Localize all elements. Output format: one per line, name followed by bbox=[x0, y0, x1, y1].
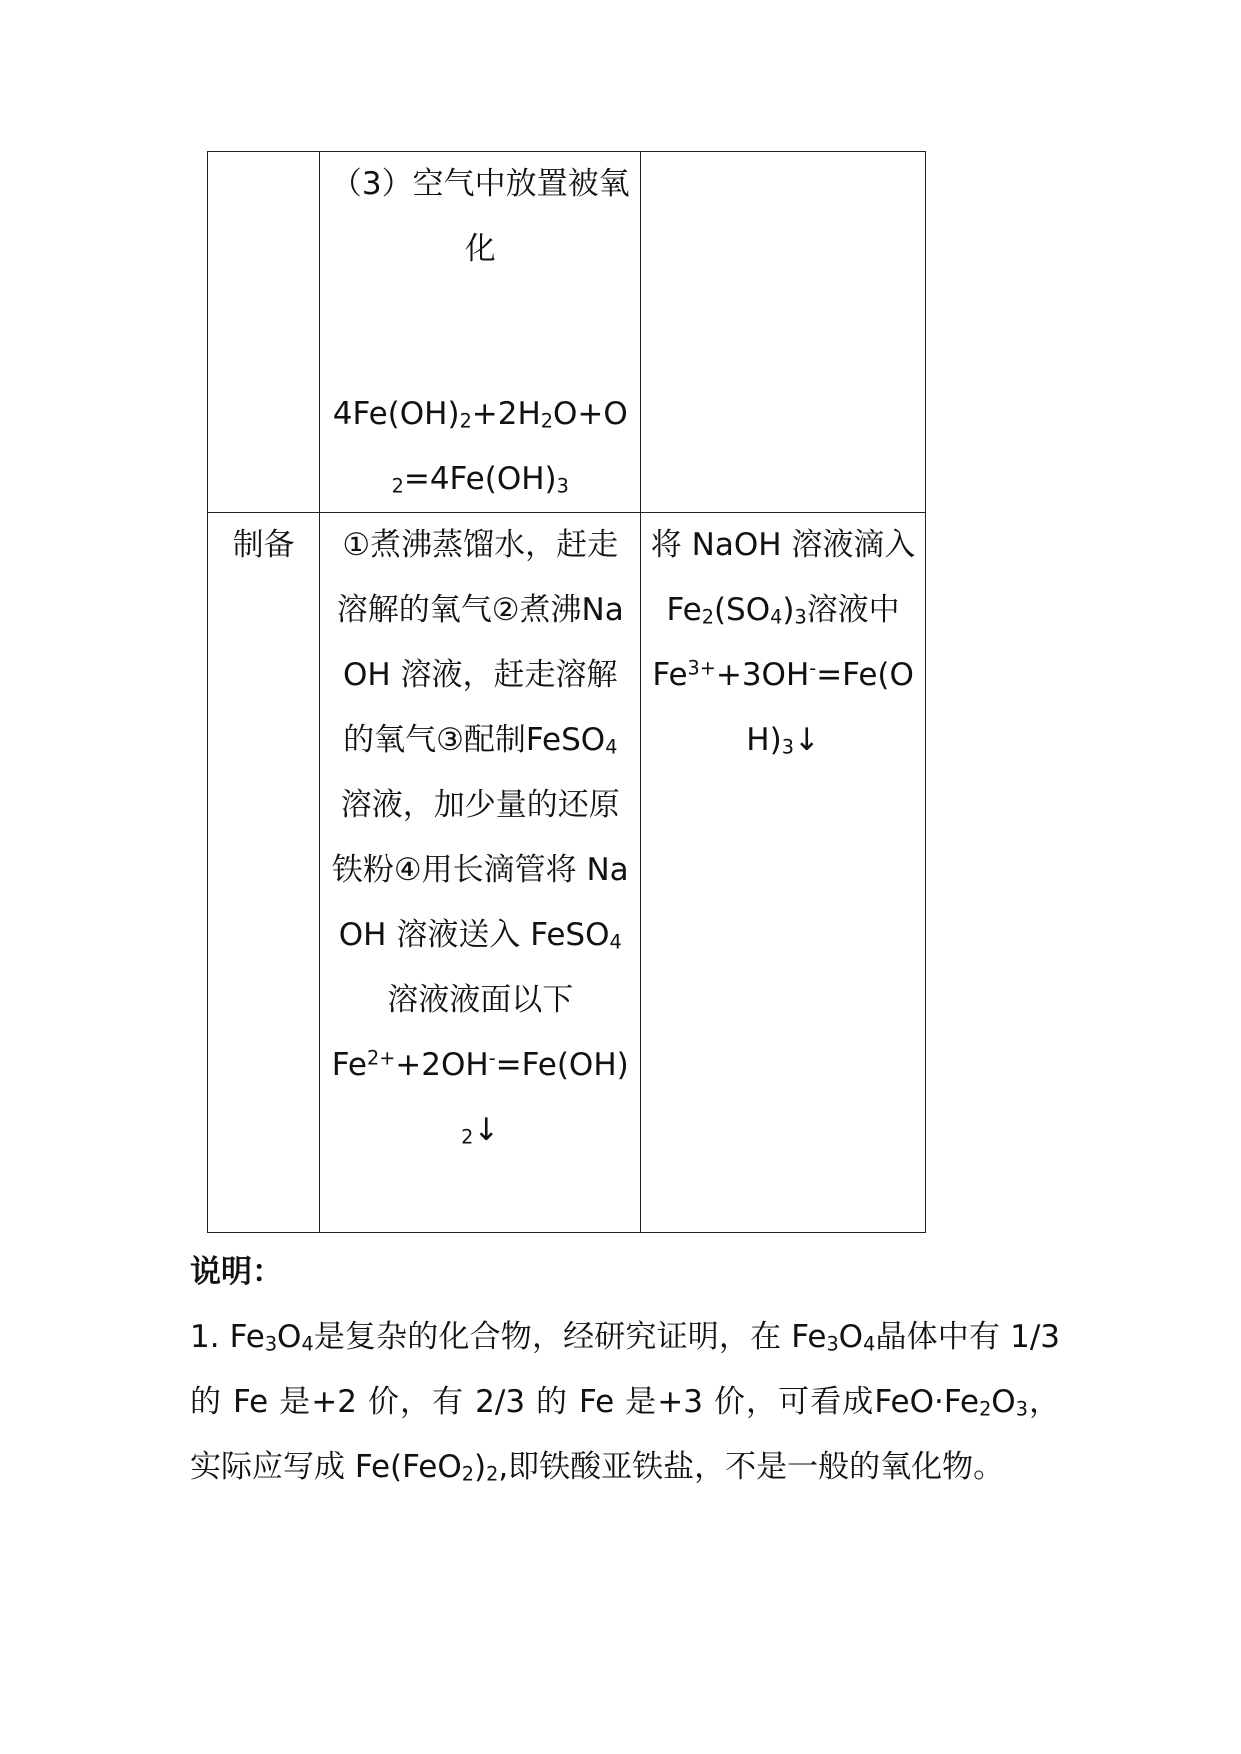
row-label-preparation: 制备 bbox=[208, 513, 320, 1233]
row-label-cell bbox=[208, 152, 320, 513]
notes-section bbox=[190, 1240, 1060, 1500]
fe-oh3-oxidation-cell bbox=[641, 152, 926, 513]
fe-oh3-preparation-cell bbox=[641, 513, 926, 1233]
table-row-preparation bbox=[208, 513, 926, 1233]
fe-oh2-preparation-steps: ①煮沸蒸馏水，赶走溶解的氧气②煮沸NaOH 溶液，赶走溶解的氧气③配制FeSO$_4$溶液，加少量的还原铁粉④用长滴管将 NaOH 溶液送入 FeSO$_4$溶液液面以下 bbox=[331, 527, 629, 1018]
properties-table bbox=[207, 151, 926, 1233]
table-row-oxidation bbox=[208, 152, 926, 513]
fe-oh2-preparation-cell bbox=[320, 513, 641, 1233]
fe-oh3-preparation-steps: 将 NaOH 溶液滴入 $Fe_2(SO_4)_3$溶液中 bbox=[650, 527, 916, 629]
oxidation-heading: （3）空气中放置被氧化 bbox=[330, 166, 630, 267]
oxidation-equation: $4Fe(OH)_2+2H_2O+O_2=4Fe(OH)_3$ bbox=[332, 396, 628, 498]
fe-oh3-preparation-equation: $Fe^{3+}+3OH^-=Fe(OH)_3↓$ bbox=[652, 656, 914, 759]
notes-item-1: 1. $Fe_3O_4$是复杂的化合物，经研究证明，在 $Fe_3O_4$晶体中有 1/3 的 Fe 是+2 价，有 2/3 的 Fe 是+3 价，可看成$FeO\cdot Fe_2O_3$，实际应写成 $Fe(FeO_2)_2$,即铁酸亚铁盐，不是一般的氧化物。 bbox=[190, 1319, 1061, 1486]
fe-oh2-oxidation-cell bbox=[320, 152, 641, 513]
notes-heading: 说明： bbox=[190, 1254, 283, 1290]
fe-oh2-preparation-equation: $Fe^{2+}+2OH^-=Fe(OH)_2↓$ bbox=[331, 1046, 629, 1149]
